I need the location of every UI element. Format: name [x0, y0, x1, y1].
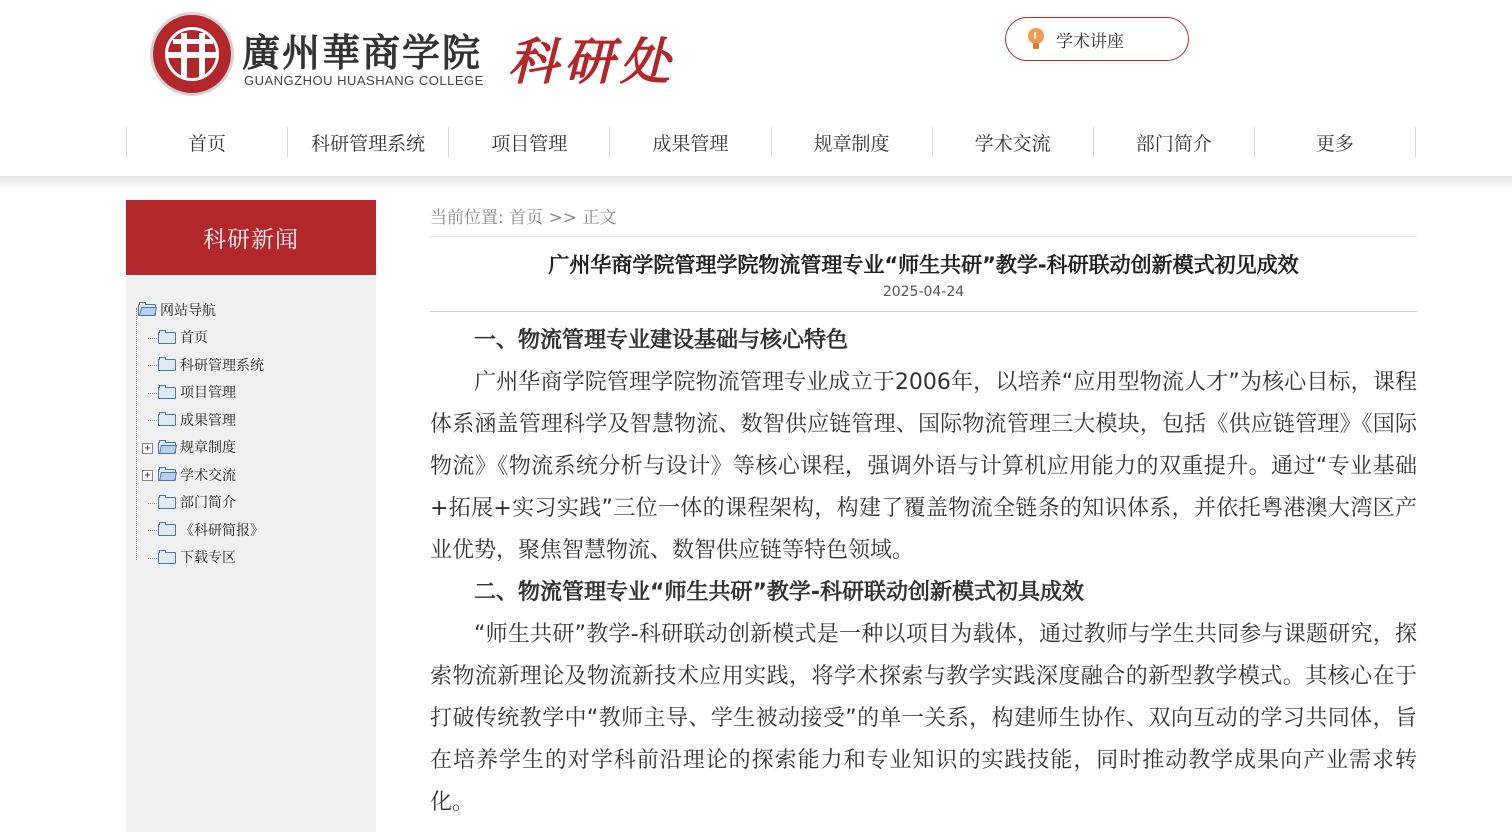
tree-item-label[interactable]: 部门简介	[180, 495, 236, 512]
academic-lecture-label: 学术讲座	[1056, 31, 1124, 52]
folder-icon	[158, 441, 176, 454]
article-date: 2025-04-24	[882, 284, 965, 300]
tree-item-research-system[interactable]	[138, 351, 264, 379]
title-divider	[430, 311, 1417, 312]
tree-guide-line	[136, 308, 137, 560]
lightbulb-icon	[1028, 28, 1044, 50]
tree-item-regulations[interactable]	[138, 434, 264, 462]
folder-icon	[158, 523, 176, 536]
nav-item-home[interactable]: 首页	[126, 127, 287, 157]
nav-item-projects[interactable]: 项目管理	[448, 127, 609, 157]
tree-item-downloads[interactable]	[138, 544, 264, 572]
folder-icon	[158, 386, 176, 399]
folder-icon	[158, 413, 176, 426]
college-name-cn: 廣州華商学院	[242, 30, 483, 75]
tree-item-label[interactable]: 下载专区	[180, 550, 236, 567]
section-heading: 一、物流管理专业建设基础与核心特色	[474, 328, 849, 353]
folder-icon	[158, 358, 176, 371]
nav-item-regulations[interactable]: 规章制度	[771, 127, 932, 157]
tree-item-research-bulletin[interactable]	[138, 516, 264, 544]
academic-lecture-button[interactable]	[1005, 17, 1189, 61]
breadcrumb-prefix: 当前位置:	[430, 208, 510, 228]
tree-item-label[interactable]: 学术交流	[180, 467, 236, 484]
tree-item-label[interactable]: 成果管理	[180, 412, 236, 429]
expand-plus-icon[interactable]: +	[142, 470, 153, 481]
tree-item-label[interactable]: 规章制度	[180, 440, 236, 457]
main-nav	[126, 127, 1416, 157]
breadcrumb-current: 正文	[582, 208, 617, 228]
nav-item-achievements[interactable]: 成果管理	[609, 127, 770, 157]
article-title: 广州华商学院管理学院物流管理专业“师生共研”教学-科研联动创新模式初见成效	[548, 253, 1299, 277]
folder-icon	[158, 468, 176, 481]
department-title: 科研处	[508, 32, 676, 91]
folder-icon	[158, 496, 176, 509]
nav-item-department-intro[interactable]: 部门简介	[1093, 127, 1254, 157]
tree-item-home[interactable]	[138, 324, 264, 352]
tree-item-label[interactable]: 《科研简报》	[180, 522, 264, 539]
folder-icon	[158, 331, 176, 344]
article-paragraph: “师生共研”教学-科研联动创新模式是一种以项目为载体，通过教师与学生共同参与课题研究，探索物流新理论及物流新技术应用实践，将学术探索与教学实践深度融合的新型教学模式。其核心在于打破传统教学中“教师主导、学生被动接受”的单一关系，构建师生协作、双向互动的学习共同体，旨在培养学生的对学科前沿理论的探索能力和专业知识的实践技能，同时推动教学成果向产业需求转化。	[430, 622, 1417, 815]
nav-item-academic-exchange[interactable]: 学术交流	[932, 127, 1093, 157]
nav-item-more[interactable]: 更多	[1254, 127, 1416, 157]
tree-item-academic-exchange[interactable]	[138, 461, 264, 489]
tree-item-department-intro[interactable]	[138, 489, 264, 517]
folder-icon	[158, 551, 176, 564]
college-name-en: GUANGZHOU HUASHANG COLLEGE	[244, 73, 484, 88]
breadcrumb-divider	[430, 236, 1417, 237]
section-heading: 二、物流管理专业“师生共研”教学-科研联动创新模式初具成效	[474, 580, 1085, 605]
sidebar	[126, 200, 376, 832]
tree-root-label[interactable]: 网站导航	[160, 302, 216, 319]
breadcrumb-home-link[interactable]: 首页	[509, 208, 544, 228]
tree-root[interactable]	[138, 296, 264, 324]
site-header	[0, 0, 1512, 176]
nav-item-research-system[interactable]: 科研管理系统	[287, 127, 448, 157]
breadcrumb-separator: >>	[543, 208, 583, 228]
article-body	[430, 320, 1417, 824]
tree-item-projects[interactable]	[138, 379, 264, 407]
tree-item-label[interactable]: 首页	[180, 330, 208, 347]
site-nav-tree	[138, 296, 264, 571]
article-paragraph: 广州华商学院管理学院物流管理专业成立于2006年，以培养“应用型物流人才”为核心目标，课程体系涵盖管理科学及智慧物流、数智供应链管理、国际物流管理三大模块，包括《供应链管理》《国际物流》《物流系统分析与设计》等核心课程，强调外语与计算机应用能力的双重提升。通过“专业基础+拓展+实习实践”三位一体的课程架构，构建了覆盖物流全链条的知识体系，并依托粤港澳大湾区产业优势，聚焦智慧物流、数智供应链等特色领域。	[430, 370, 1417, 563]
sidebar-title: 科研新闻	[126, 200, 376, 275]
breadcrumb	[430, 200, 1417, 236]
tree-item-achievements[interactable]	[138, 406, 264, 434]
tree-item-label[interactable]: 项目管理	[180, 385, 236, 402]
expand-plus-icon[interactable]: +	[142, 443, 153, 454]
folder-open-icon	[138, 303, 156, 316]
tree-item-label[interactable]: 科研管理系统	[180, 357, 264, 374]
college-seal-icon	[150, 12, 234, 96]
header-shadow	[0, 176, 1512, 190]
article-area	[430, 200, 1417, 824]
